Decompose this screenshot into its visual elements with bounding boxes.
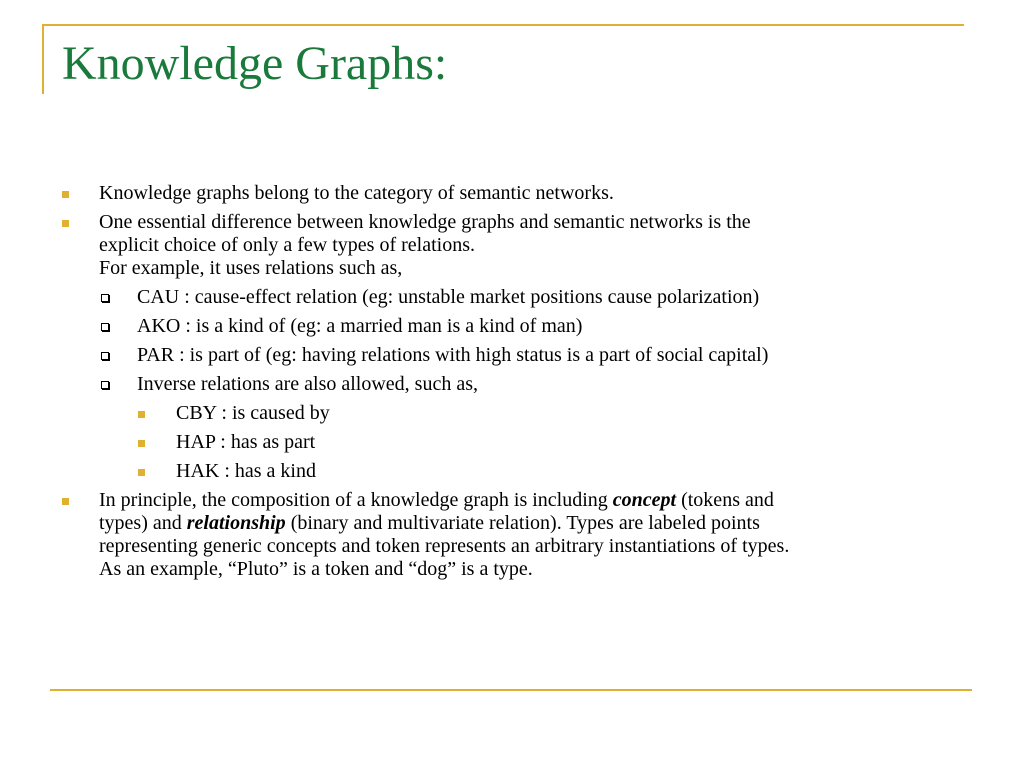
bullet-item-2 — [62, 211, 962, 280]
sub-bullet-item-inverse — [62, 373, 962, 396]
frame-bottom-rule — [50, 689, 972, 691]
emphasis-concept: concept — [612, 489, 677, 511]
bullet-text-line: One essential difference between knowledge graphs and semantic networks is the — [99, 211, 751, 233]
bullet-item-1 — [62, 182, 962, 205]
hollow-square-bullet-icon — [101, 352, 109, 360]
square-bullet-icon — [62, 498, 69, 505]
text-run: (binary and multivariate relation). Types are labeled points — [285, 512, 760, 534]
square-bullet-icon — [138, 469, 145, 476]
hollow-square-bullet-icon — [101, 294, 109, 302]
slide-title: Knowledge Graphs: — [62, 37, 448, 90]
frame-top-rule — [42, 24, 964, 26]
sub-bullet-item-ako — [62, 315, 962, 338]
square-bullet-icon — [62, 220, 69, 227]
frame-left-rule — [42, 24, 44, 94]
bullet-text-line: For example, it uses relations such as, — [99, 257, 403, 279]
sub-bullet-text: PAR : is part of (eg: having relations with high status is a part of social capital) — [137, 344, 769, 366]
sub-bullet-item-cau — [62, 286, 962, 309]
sub-sub-bullet-text: CBY : is caused by — [176, 402, 330, 424]
bullet-text-line — [99, 512, 962, 535]
bullet-text-line: explicit choice of only a few types of relations. — [99, 234, 475, 256]
bullet-list — [62, 182, 962, 587]
bullet-text-line — [99, 489, 962, 512]
sub-sub-bullet-text: HAP : has as part — [176, 431, 316, 453]
sub-sub-bullet-item-hap — [62, 431, 962, 454]
bullet-item-3 — [62, 489, 962, 581]
sub-bullet-text: Inverse relations are also allowed, such as, — [137, 373, 478, 395]
emphasis-relationship: relationship — [186, 512, 286, 534]
square-bullet-icon — [62, 191, 69, 198]
bullet-text: Knowledge graphs belong to the category of semantic networks. — [99, 182, 614, 204]
sub-sub-bullet-item-cby — [62, 402, 962, 425]
hollow-square-bullet-icon — [101, 323, 109, 331]
text-run: (tokens and — [676, 489, 774, 511]
square-bullet-icon — [138, 440, 145, 447]
bullet-text-line: representing generic concepts and token represents an arbitrary instantiations of types. — [99, 535, 790, 557]
sub-bullet-text: CAU : cause-effect relation (eg: unstable market positions cause polarization) — [137, 286, 760, 308]
bullet-text-line: As an example, “Pluto” is a token and “dog” is a type. — [99, 558, 533, 580]
text-run: In principle, the composition of a knowledge graph is including — [99, 489, 613, 511]
sub-bullet-text: AKO : is a kind of (eg: a married man is a kind of man) — [137, 315, 583, 337]
text-run: types) and — [99, 512, 187, 534]
sub-sub-bullet-text: HAK : has a kind — [176, 460, 316, 482]
sub-sub-bullet-item-hak — [62, 460, 962, 483]
hollow-square-bullet-icon — [101, 381, 109, 389]
sub-bullet-item-par — [62, 344, 962, 367]
square-bullet-icon — [138, 411, 145, 418]
